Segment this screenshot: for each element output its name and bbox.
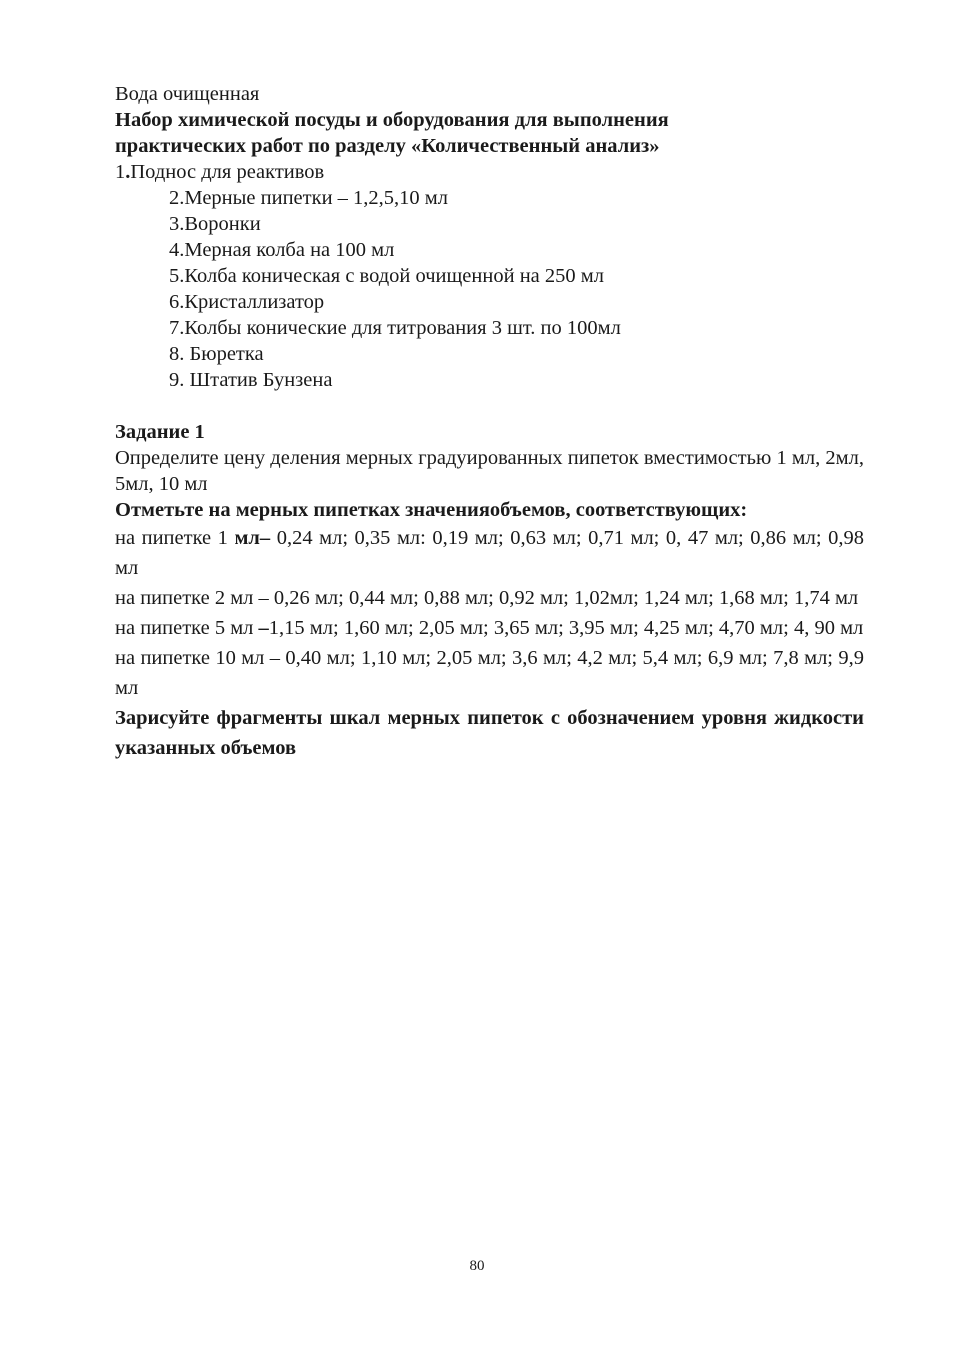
equipment-item-7: 7.Колбы конические для титрования 3 шт. по 100мл	[169, 317, 621, 339]
page-content	[115, 81, 864, 763]
equipment-item-3: 3.Воронки	[169, 213, 261, 235]
pipette-10-values: на пипетке 10 мл – 0,40 мл; 1,10 мл; 2,05 мл; 3,6 мл; 4,2 мл; 5,4 мл; 6,9 мл; 7,8 мл; 9,9 мл	[115, 647, 864, 699]
equipment-item-1-text: Поднос для реактивов	[130, 161, 325, 183]
drawing-instruction: Зарисуйте фрагменты шкал мерных пипеток с обозначением уровня жидкости указанных объемов	[115, 707, 864, 759]
pipette-1-values	[115, 523, 864, 583]
pipette-5-values	[115, 613, 864, 643]
task-title: Задание 1	[115, 421, 205, 443]
page-number: 80	[469, 1258, 485, 1274]
equipment-item-5: 5.Колба коническая с водой очищенной на 250 мл	[169, 265, 604, 287]
pipette-1-list: 0,24 мл; 0,35 мл: 0,19 мл; 0,63 мл; 0,71 мл; 0, 47 мл; 0,86 мл; 0,98 мл	[115, 527, 864, 579]
pipette-2-values: на пипетке 2 мл – 0,26 мл; 0,44 мл; 0,88 мл; 0,92 мл; 1,02мл; 1,24 мл; 1,68 мл; 1,74 мл	[115, 587, 859, 609]
equipment-item-6: 6.Кристаллизатор	[169, 291, 325, 313]
task-description: Определите цену деления мерных градуированных пипеток вместимостью 1 мл, 2мл, 5мл, 10 мл	[115, 447, 864, 495]
reagent-line: Вода очищенная	[115, 83, 260, 105]
equipment-item-1	[115, 159, 864, 185]
pipette-1-prefix: на пипетке 1	[115, 527, 235, 549]
equipment-item-8: 8. Бюретка	[169, 343, 264, 365]
equipment-item-1-number: 1	[115, 161, 126, 183]
equipment-item-2: 2.Мерные пипетки – 1,2,5,10 мл	[169, 187, 449, 209]
pipette-1-unit: мл–	[234, 527, 271, 549]
equipment-item-1-dot: .	[125, 161, 131, 183]
task-instruction: Отметьте на мерных пипетках значенияобъемов, соответствующих:	[115, 499, 748, 521]
equipment-item-4: 4.Мерная колба на 100 мл	[169, 239, 395, 261]
paragraph-gap	[115, 393, 864, 419]
pipette-5-list: 1,15 мл; 1,60 мл; 2,05 мл; 3,65 мл; 3,95 мл; 4,25 мл; 4,70 мл; 4, 90 мл	[268, 617, 864, 639]
equipment-item-9: 9. Штатив Бунзена	[169, 369, 333, 391]
equipment-section-title-line-2: практических работ по разделу «Количественный анализ»	[115, 135, 660, 157]
pipette-5-dash: –	[258, 617, 269, 639]
equipment-section-title-line-1: Набор химической посуды и оборудования для выполнения	[115, 109, 669, 131]
pipette-5-prefix: на пипетке 5 мл	[115, 617, 259, 639]
